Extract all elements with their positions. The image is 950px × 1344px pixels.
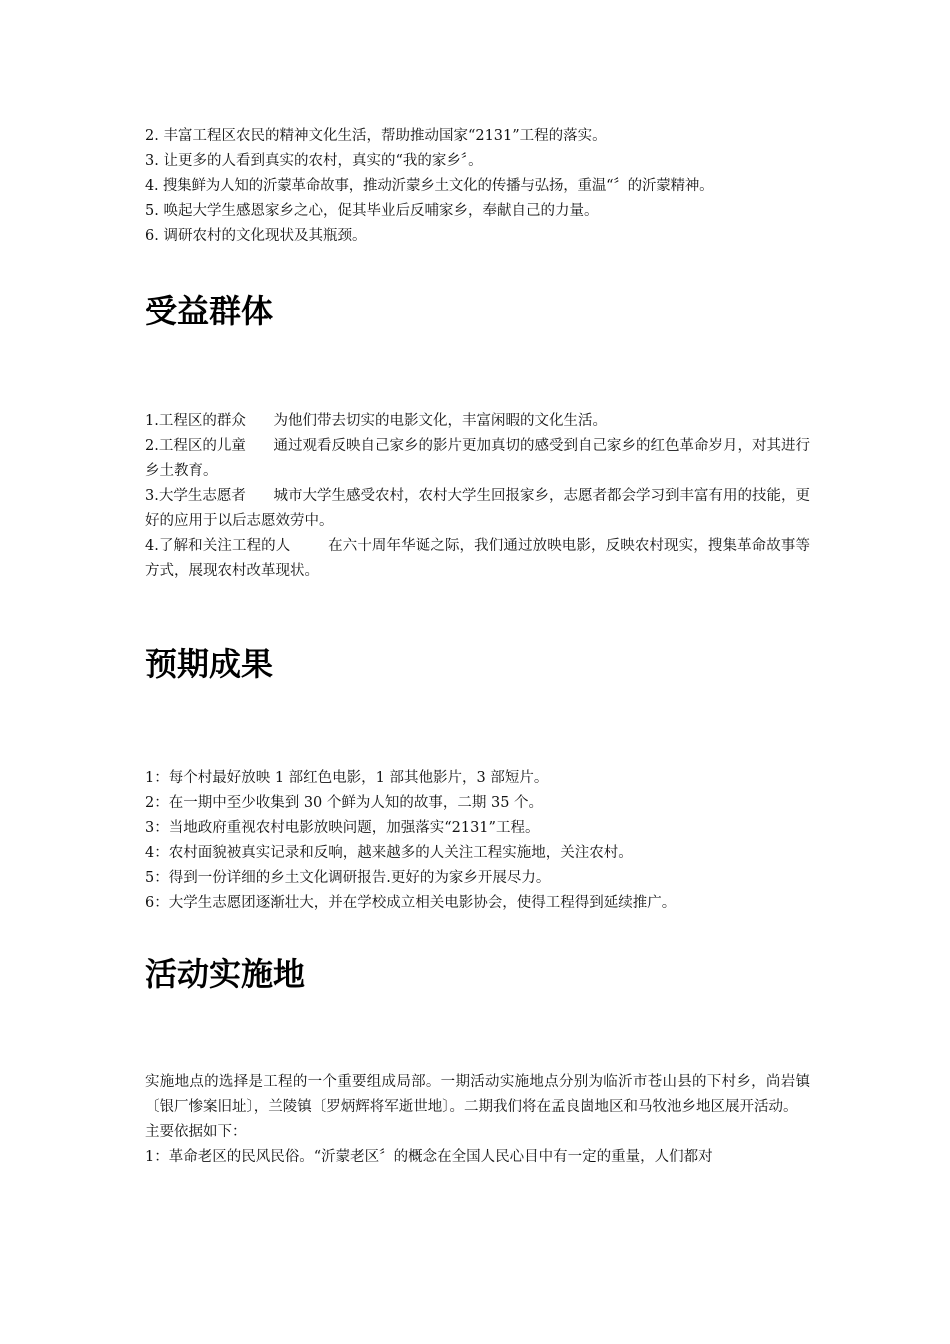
list-item: 3：当地政府重视农村电影放映问题，加强落实“2131”工程。 — [145, 820, 540, 836]
document-page — [145, 124, 810, 1170]
list-item — [145, 409, 810, 434]
item-label: 3.大学生志愿者 — [145, 488, 246, 504]
list-item — [145, 484, 810, 534]
beneficiary-section — [145, 291, 810, 584]
list-item: 2：在一期中至少收集到 30 个鲜为人知的故事，二期 35 个。 — [145, 795, 544, 811]
item-label: 2.工程区的儿童 — [145, 438, 246, 454]
section-heading-results: 预期成果 — [145, 645, 274, 683]
item-label: 4.了解和关注工程的人 — [145, 538, 291, 554]
list-item: 3. 让更多的人看到真实的农村，真实的“我的家乡〞。 — [145, 153, 483, 169]
site-paragraph: 实施地点的选择是工程的一个重要组成局部。一期活动实施地点分别为临沂市苍山县的下村乡，尚岩镇〔银厂惨案旧址〕，兰陵镇〔罗炳辉将军逝世地〕。二期我们将在孟良崮地区和马牧池乡地区展开活动。 — [145, 1074, 810, 1115]
list-item: 6：大学生志愿团逐渐壮大，并在学校成立相关电影协会，使得工程得到延续推广。 — [145, 895, 677, 911]
section-heading-site: 活动实施地 — [145, 955, 306, 993]
list-item: 6. 调研农村的文化现状及其瓶颈。 — [145, 228, 367, 244]
basis-intro: 主要依据如下： — [145, 1124, 247, 1140]
list-item: 2. 丰富工程区农民的精神文化生活，帮助推动国家“2131”工程的落实。 — [145, 128, 607, 144]
basis-item: 1：革命老区的民风民俗。“沂蒙老区〞的概念在全国人民心目中有一定的重量，人们都对 — [145, 1149, 713, 1165]
list-item: 5. 唤起大学生感恩家乡之心，促其毕业后反哺家乡，奉献自己的力量。 — [145, 203, 599, 219]
site-section — [145, 954, 810, 1170]
item-text: 在六十周年华诞之际，我们通过放映电影，反映农村现实，搜集革命故事等方式，展现农村改革现状。 — [145, 538, 810, 579]
results-section — [145, 644, 810, 916]
item-label: 1.工程区的群众 — [145, 413, 246, 429]
item-text: 通过观看反映自己家乡的影片更加真切的感受到自己家乡的红色革命岁月，对其进行乡土教育。 — [145, 438, 810, 479]
list-item: 5：得到一份详细的乡土文化调研报告.更好的为家乡开展尽力。 — [145, 870, 551, 886]
objectives-list — [145, 124, 810, 249]
list-item: 1：每个村最好放映 1 部红色电影，1 部其他影片，3 部短片。 — [145, 770, 549, 786]
list-item — [145, 434, 810, 484]
item-text: 为他们带去切实的电影文化，丰富闲暇的文化生活。 — [273, 413, 607, 429]
item-text: 城市大学生感受农村，农村大学生回报家乡，志愿者都会学习到丰富有用的技能，更好的应用于以后志愿效劳中。 — [145, 488, 810, 529]
list-item: 4. 搜集鲜为人知的沂蒙革命故事，推动沂蒙乡土文化的传播与弘扬，重温“〞的沂蒙精神。 — [145, 178, 714, 194]
list-item — [145, 534, 810, 584]
section-heading-beneficiaries: 受益群体 — [145, 292, 274, 330]
list-item: 4：农村面貌被真实记录和反响，越来越多的人关注工程实施地，关注农村。 — [145, 845, 633, 861]
